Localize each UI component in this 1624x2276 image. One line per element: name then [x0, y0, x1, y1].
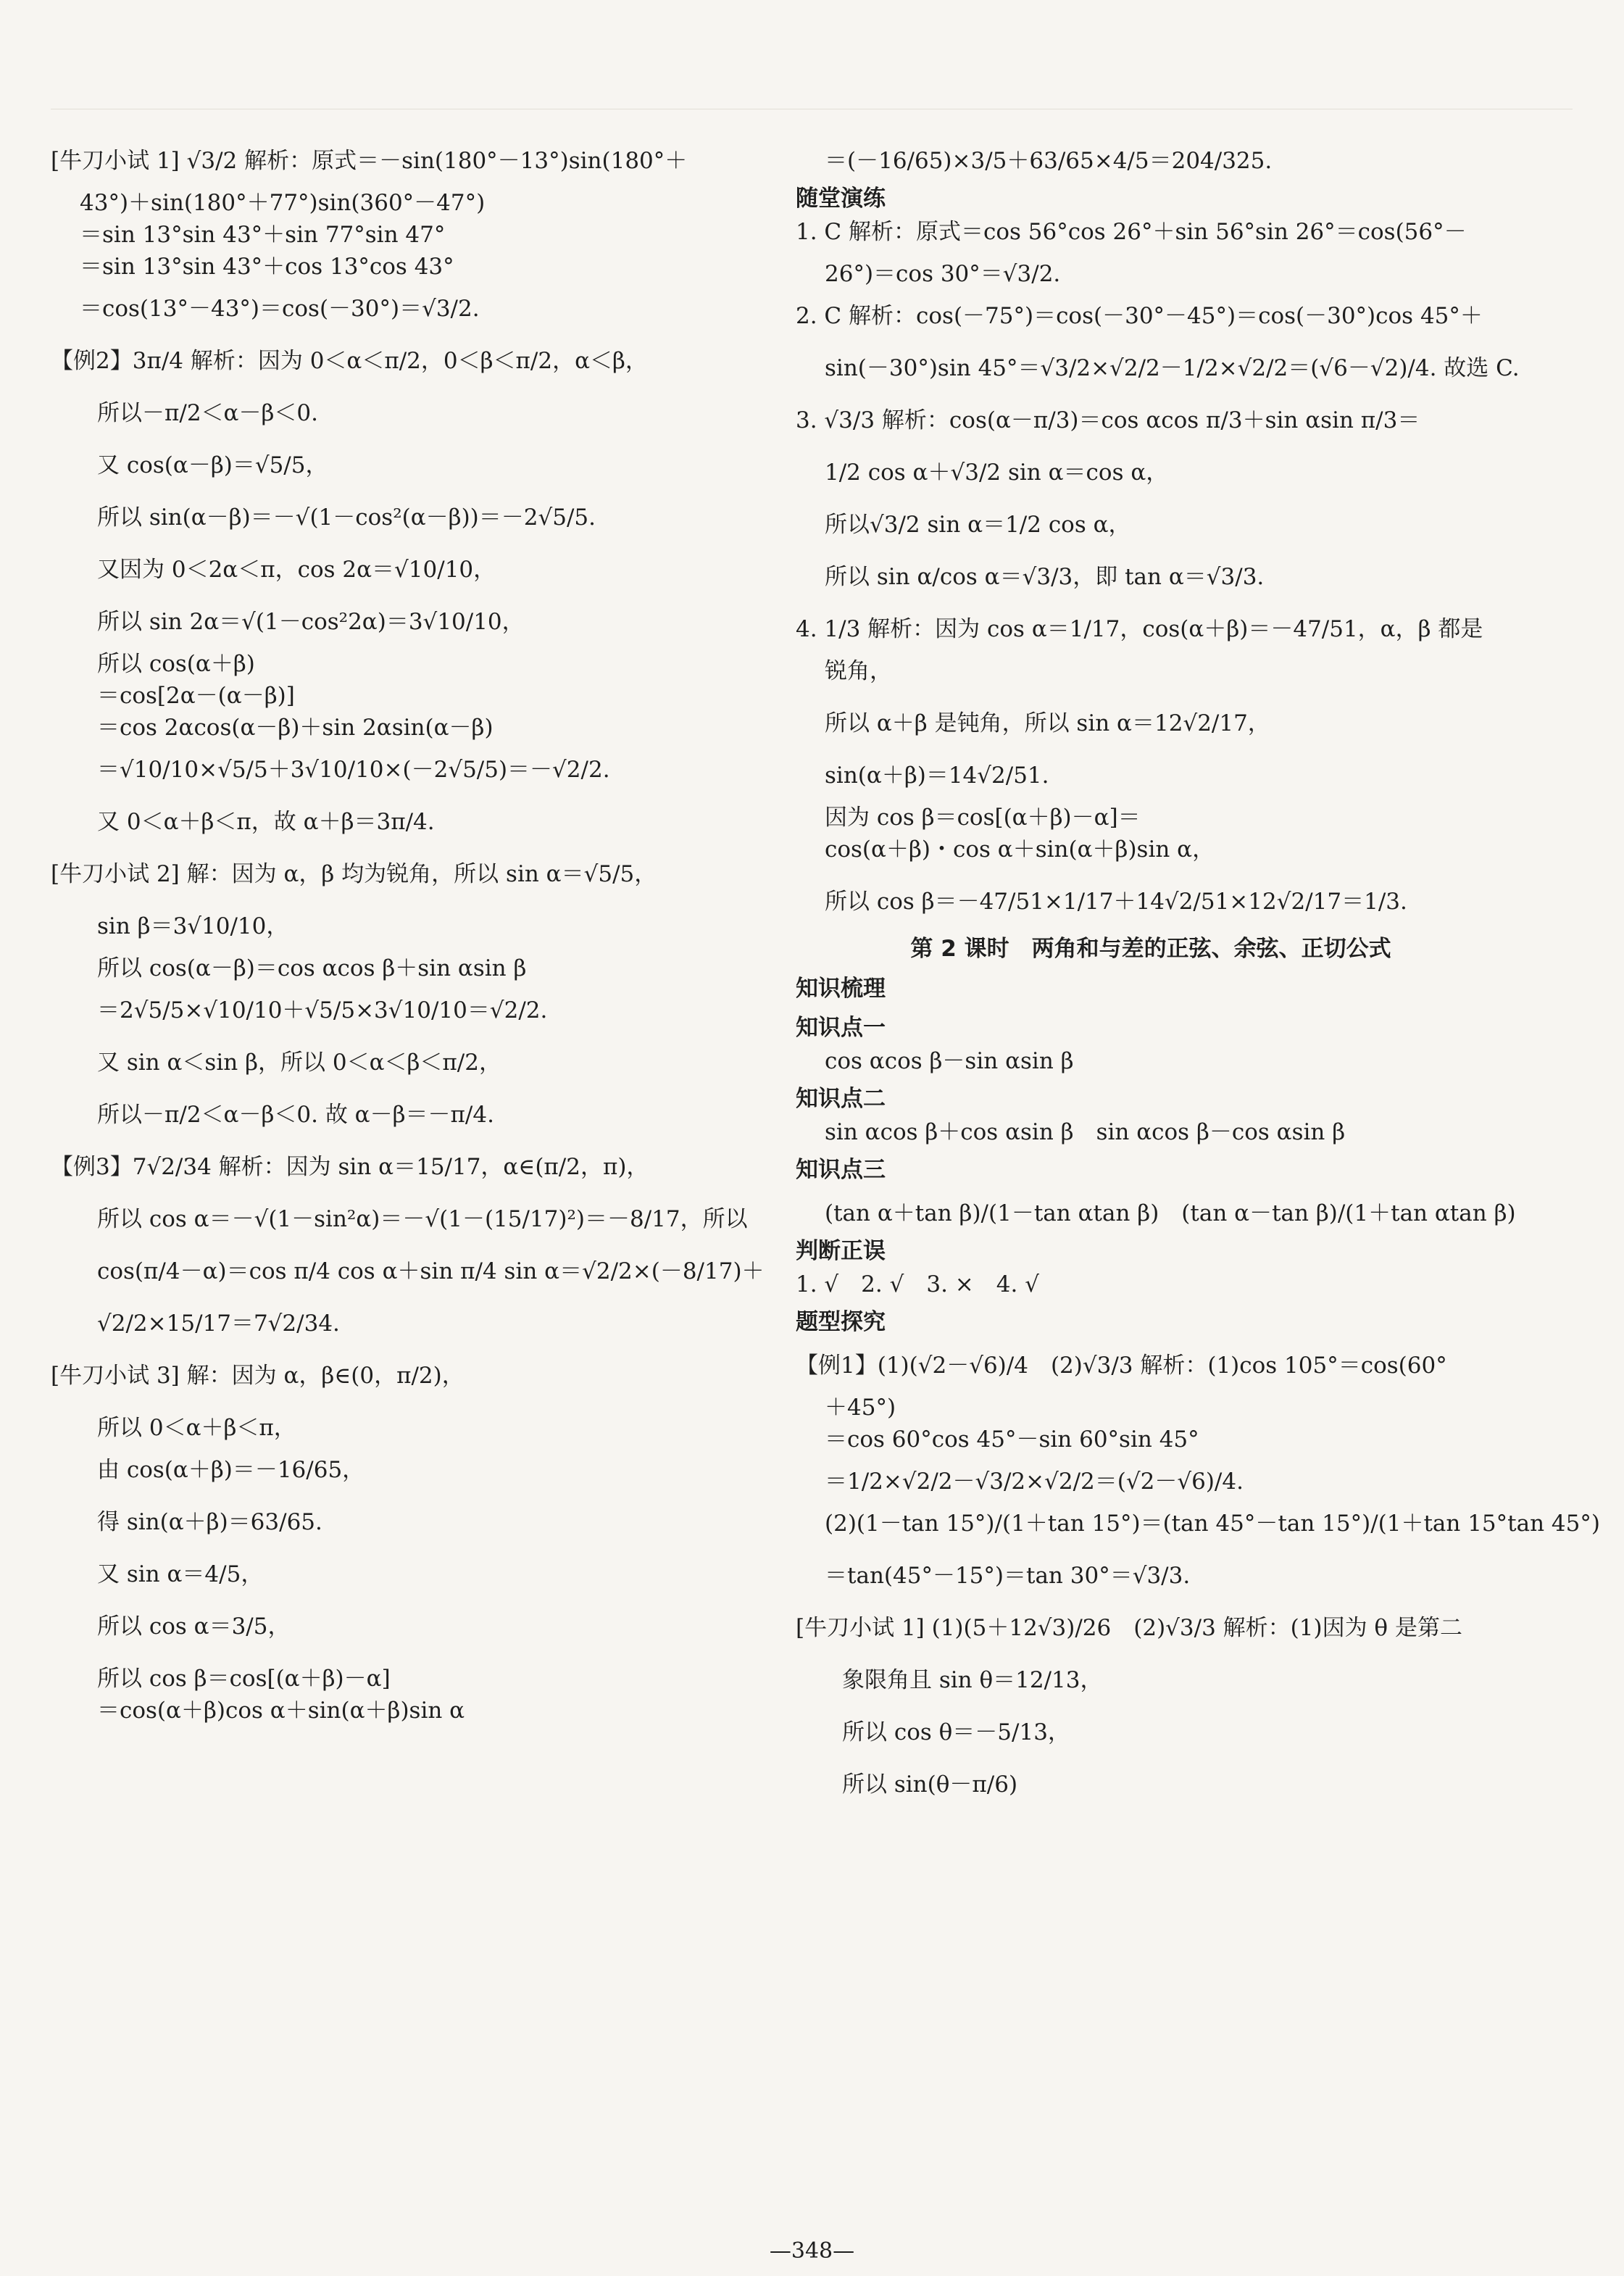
text-line: 得 sin(α＋β)＝63/65. — [97, 1509, 322, 1535]
text-line: [牛刀小试 1] √3/2 解析：原式＝－sin(180°－13°)sin(180°＋ — [51, 148, 688, 174]
text-line: cos(α＋β)・cos α＋sin(α＋β)sin α， — [825, 836, 1215, 863]
text-line: 【例2】3π/4 解析：因为 0＜α＜π/2，0＜β＜π/2，α＜β， — [51, 348, 648, 374]
text-line: 又因为 0＜2α＜π，cos 2α＝√10/10， — [97, 557, 496, 583]
text-line: (tan α＋tan β)/(1－tan αtan β) (tan α－tan β)/(1＋tan αtan β) — [825, 1200, 1516, 1226]
text-line: 又 cos(α－β)＝√5/5， — [97, 452, 328, 478]
text-line: 所以 sin α/cos α＝√3/3，即 tan α＝√3/3. — [825, 564, 1265, 590]
text-line: 由 cos(α＋β)＝－16/65， — [97, 1457, 365, 1483]
text-line: 所以√3/2 sin α＝1/2 cos α， — [825, 512, 1131, 538]
text-line: ＋45°) — [825, 1395, 896, 1421]
text-line: sin(α＋β)＝14√2/51. — [825, 763, 1049, 789]
text-line: ＝(－16/65)×3/5＋63/65×4/5＝204/325. — [825, 148, 1273, 174]
section-heading: 知识点三 — [796, 1157, 886, 1183]
text-line: ＝√10/10×√5/5＋3√10/10×(－2√5/5)＝－√2/2. — [97, 757, 610, 783]
text-line: 所以 cos β＝－47/51×1/17＋14√2/51×12√2/17＝1/3. — [825, 889, 1407, 915]
text-line: √2/2×15/17＝7√2/34. — [97, 1311, 340, 1337]
section-heading: 第 2 课时 两角和与差的正弦、余弦、正切公式 — [910, 936, 1391, 962]
text-line: 4. 1/3 解析：因为 cos α＝1/17，cos(α＋β)＝－47/51，α，β 都是 — [796, 616, 1483, 642]
text-line: 2. C 解析：cos(－75°)＝cos(－30°－45°)＝cos(－30°)cos 45°＋ — [796, 303, 1483, 329]
text-line: [牛刀小试 3] 解：因为 α，β∈(0，π/2)， — [51, 1363, 465, 1389]
text-line: 1. C 解析：原式＝cos 56°cos 26°＋sin 56°sin 26°＝cos(56°－ — [796, 219, 1467, 245]
text-line: sin(－30°)sin 45°＝√3/2×√2/2－1/2×√2/2＝(√6－√2)/4. 故选 C. — [825, 355, 1520, 381]
text-line: 所以 cos β＝cos[(α＋β)－α] — [97, 1666, 391, 1692]
section-heading: 随堂演练 — [796, 186, 886, 212]
text-line: sin αcos β＋cos αsin β sin αcos β－cos αsin β — [825, 1119, 1346, 1145]
text-line: ＝cos[2α－(α－β)] — [97, 683, 295, 709]
text-line: 所以－π/2＜α－β＜0. 故 α－β＝－π/4. — [97, 1102, 494, 1128]
text-line: [牛刀小试 2] 解：因为 α，β 均为锐角，所以 sin α＝√5/5， — [51, 861, 657, 887]
text-line: 又 sin α＜sin β，所以 0＜α＜β＜π/2， — [97, 1050, 501, 1076]
text-line: 所以 cos(α－β)＝cos αcos β＋sin αsin β — [97, 955, 527, 981]
right-column — [796, 145, 1600, 1801]
text-line: 又 0＜α＋β＜π，故 α＋β＝3π/4. — [97, 809, 435, 835]
text-line: cos αcos β－sin αsin β — [825, 1048, 1074, 1074]
text-line: 又 sin α＝4/5， — [97, 1561, 264, 1587]
section-heading: 题型探究 — [796, 1309, 886, 1335]
page-number: —348— — [769, 2238, 855, 2264]
text-line: ＝tan(45°－15°)＝tan 30°＝√3/3. — [825, 1563, 1191, 1589]
section-heading: 知识点二 — [796, 1086, 886, 1112]
text-line: 象限角且 sin θ＝12/13， — [842, 1667, 1103, 1693]
text-line: (2)(1－tan 15°)/(1＋tan 15°)＝(tan 45°－tan 15°)/(1＋tan 15°tan 45°) — [825, 1511, 1600, 1537]
text-line: ＝cos(13°－43°)＝cos(－30°)＝√3/2. — [80, 296, 480, 322]
text-line: 所以 sin(α－β)＝－√(1－cos²(α－β))＝－2√5/5. — [97, 504, 596, 531]
text-line: ＝cos(α＋β)cos α＋sin(α＋β)sin α — [97, 1698, 465, 1724]
text-line: ＝2√5/5×√10/10＋√5/5×3√10/10＝√2/2. — [97, 997, 548, 1023]
text-line: ＝1/2×√2/2－√3/2×√2/2＝(√2－√6)/4. — [825, 1469, 1244, 1495]
text-line: ＝sin 13°sin 43°＋sin 77°sin 47° — [80, 222, 446, 248]
text-line: 所以 α＋β 是钝角，所以 sin α＝12√2/17， — [825, 710, 1270, 736]
section-heading: 判断正误 — [796, 1238, 886, 1264]
text-line: 所以－π/2＜α－β＜0. — [97, 400, 318, 426]
text-line: 所以 0＜α＋β＜π， — [97, 1415, 296, 1441]
text-line: 所以 cos α＝3/5， — [97, 1613, 291, 1640]
text-line: 所以 cos α＝－√(1－sin²α)＝－√(1－(15/17)²)＝－8/17，所以 — [97, 1206, 748, 1232]
section-heading: 知识梳理 — [796, 976, 886, 1002]
left-column — [51, 145, 765, 1727]
text-line: 所以 cos(α＋β) — [97, 651, 255, 677]
text-line: 因为 cos β＝cos[(α＋β)－α]＝ — [825, 805, 1141, 831]
text-line: [牛刀小试 1] (1)(5＋12√3)/26 (2)√3/3 解析：(1)因为 θ 是第二 — [796, 1615, 1462, 1641]
text-line: ＝cos 60°cos 45°－sin 60°sin 45° — [825, 1426, 1199, 1453]
text-line: ＝cos 2αcos(α－β)＋sin 2αsin(α－β) — [97, 715, 494, 741]
text-line: cos(π/4－α)＝cos π/4 cos α＋sin π/4 sin α＝√2/2×(－8/17)＋ — [97, 1258, 765, 1284]
text-line: 3. √3/3 解析：cos(α－π/3)＝cos αcos π/3＋sin αsin π/3＝ — [796, 407, 1420, 433]
text-line: 43°)＋sin(180°＋77°)sin(360°－47°) — [80, 190, 486, 216]
text-line: ＝sin 13°sin 43°＋cos 13°cos 43° — [80, 254, 454, 280]
text-line: 所以 sin(θ－π/6) — [842, 1772, 1018, 1798]
text-line: 锐角， — [825, 658, 892, 684]
text-line: 26°)＝cos 30°＝√3/2. — [825, 261, 1061, 287]
text-line: 所以 sin 2α＝√(1－cos²2α)＝3√10/10， — [97, 609, 525, 635]
text-line: 1/2 cos α＋√3/2 sin α＝cos α， — [825, 460, 1169, 486]
text-line: 【例1】(1)(√2－√6)/4 (2)√3/3 解析：(1)cos 105°＝cos(60° — [796, 1353, 1447, 1379]
text-line: 所以 cos θ＝－5/13， — [842, 1719, 1070, 1745]
text-line: sin β＝3√10/10， — [97, 913, 289, 939]
section-heading: 知识点一 — [796, 1015, 886, 1041]
text-line: 【例3】7√2/34 解析：因为 sin α＝15/17，α∈(π/2，π)， — [51, 1154, 649, 1180]
text-line: 1. √ 2. √ 3. × 4. √ — [796, 1271, 1039, 1297]
